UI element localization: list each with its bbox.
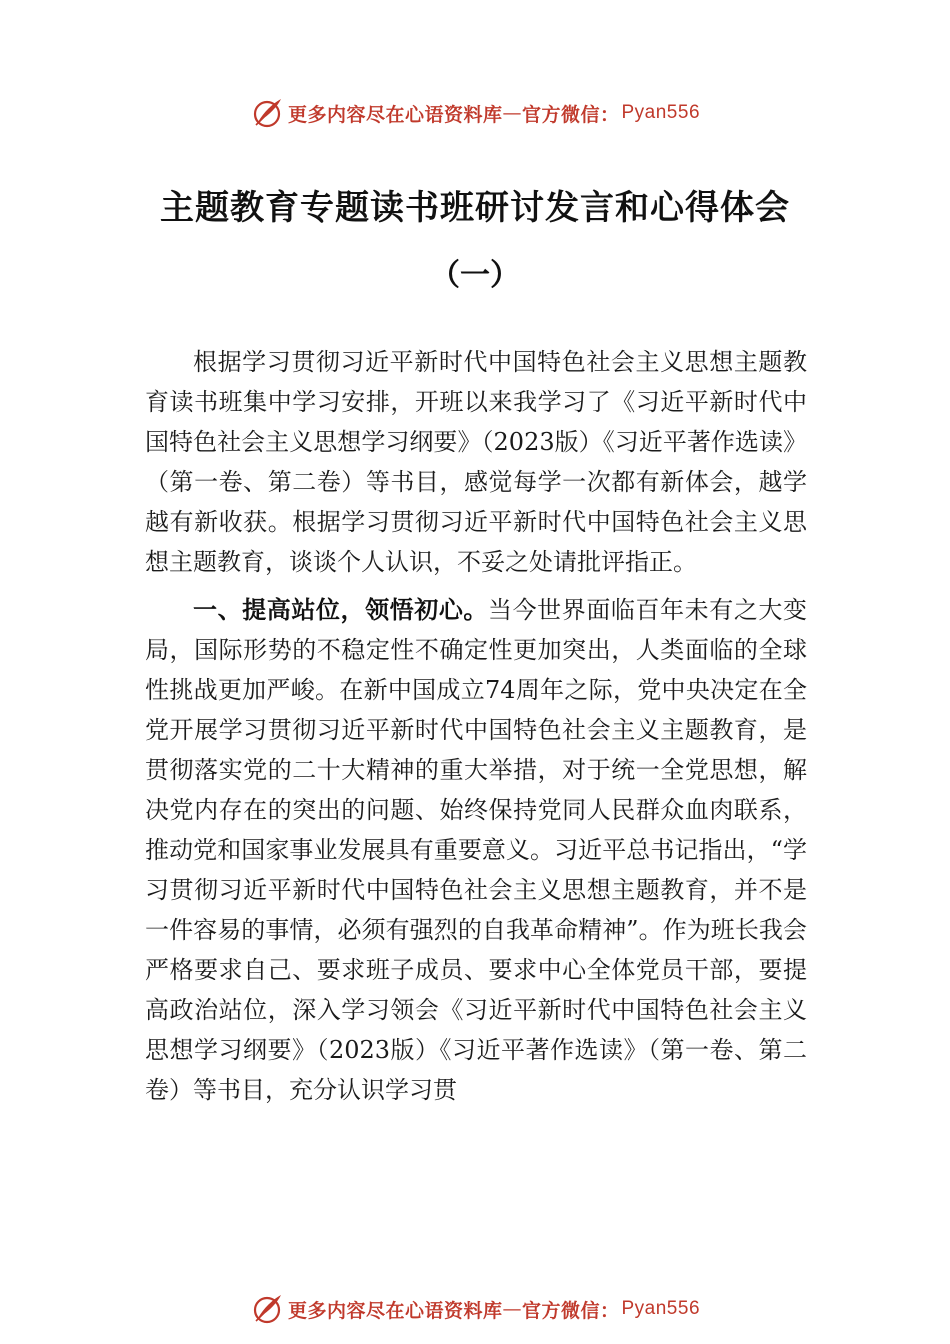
section-one-text: 当今世界面临百年未有之大变局，国际形势的不稳定性不确定性更加突出，人类面临的全球性挑战更加严峻。在新中国成立74周年之际，党中央决定在全党开展学习贯彻习近平新时代中国特色社会主义主题教育，是贯彻落实党的二十大精神的重大举措，对于统一全党思想，解决党内存在的突出的问题、始终保持党同人民群众血肉联系，推动党和国家事业发展具有重要意义。习近平总书记指出，“学习贯彻习近平新时代中国特色社会主义思想主题教育，并不是一件容易的事情，必须有强烈的自我革命精神”。作为班长我会严格要求自己、要求班子成员、要求中心全体党员干部，要提高政治站位，深入学习领会《习近平新时代中国特色社会主义思想学习纲要》（2023版）《习近平著作选读》（第一卷、第二卷）等书目，充分认识学习贯 <box>145 596 807 1104</box>
document-subtitle: （一） <box>430 258 520 293</box>
watermark-brand: 更多内容尽在心语资料库 <box>287 1299 503 1322</box>
watermark-separator: — <box>502 1298 522 1320</box>
quill-logo-icon <box>250 96 284 130</box>
watermark-separator: — <box>502 102 522 124</box>
header-watermark <box>0 96 950 130</box>
footer-watermark <box>0 1292 950 1326</box>
section-one-heading: 一、提高站位，领悟初心。 <box>193 596 488 624</box>
document-title: 主题教育专题读书班研讨发言和心得体会 <box>160 188 790 228</box>
watermark-label: 官方微信： <box>521 103 620 126</box>
watermark-wechat-id: Pyan556 <box>621 102 701 123</box>
watermark-label: 官方微信： <box>521 1299 620 1322</box>
document-body <box>145 342 807 1110</box>
quill-logo-icon <box>250 1292 284 1326</box>
watermark-wechat-id: Pyan556 <box>621 1298 701 1319</box>
paragraph-intro: 根据学习贯彻习近平新时代中国特色社会主义思想主题教育读书班集中学习安排，开班以来我学习了《习近平新时代中国特色社会主义思想学习纲要》（2023版）《习近平著作选读》（第一卷、第二卷）等书目，感觉每学一次都有新体会，越学越有新收获。根据学习贯彻习近平新时代中国特色社会主义思想主题教育，谈谈个人认识，不妥之处请批评指正。 <box>145 348 807 576</box>
watermark-brand: 更多内容尽在心语资料库 <box>287 103 503 126</box>
paragraph-section-one <box>145 590 807 1110</box>
